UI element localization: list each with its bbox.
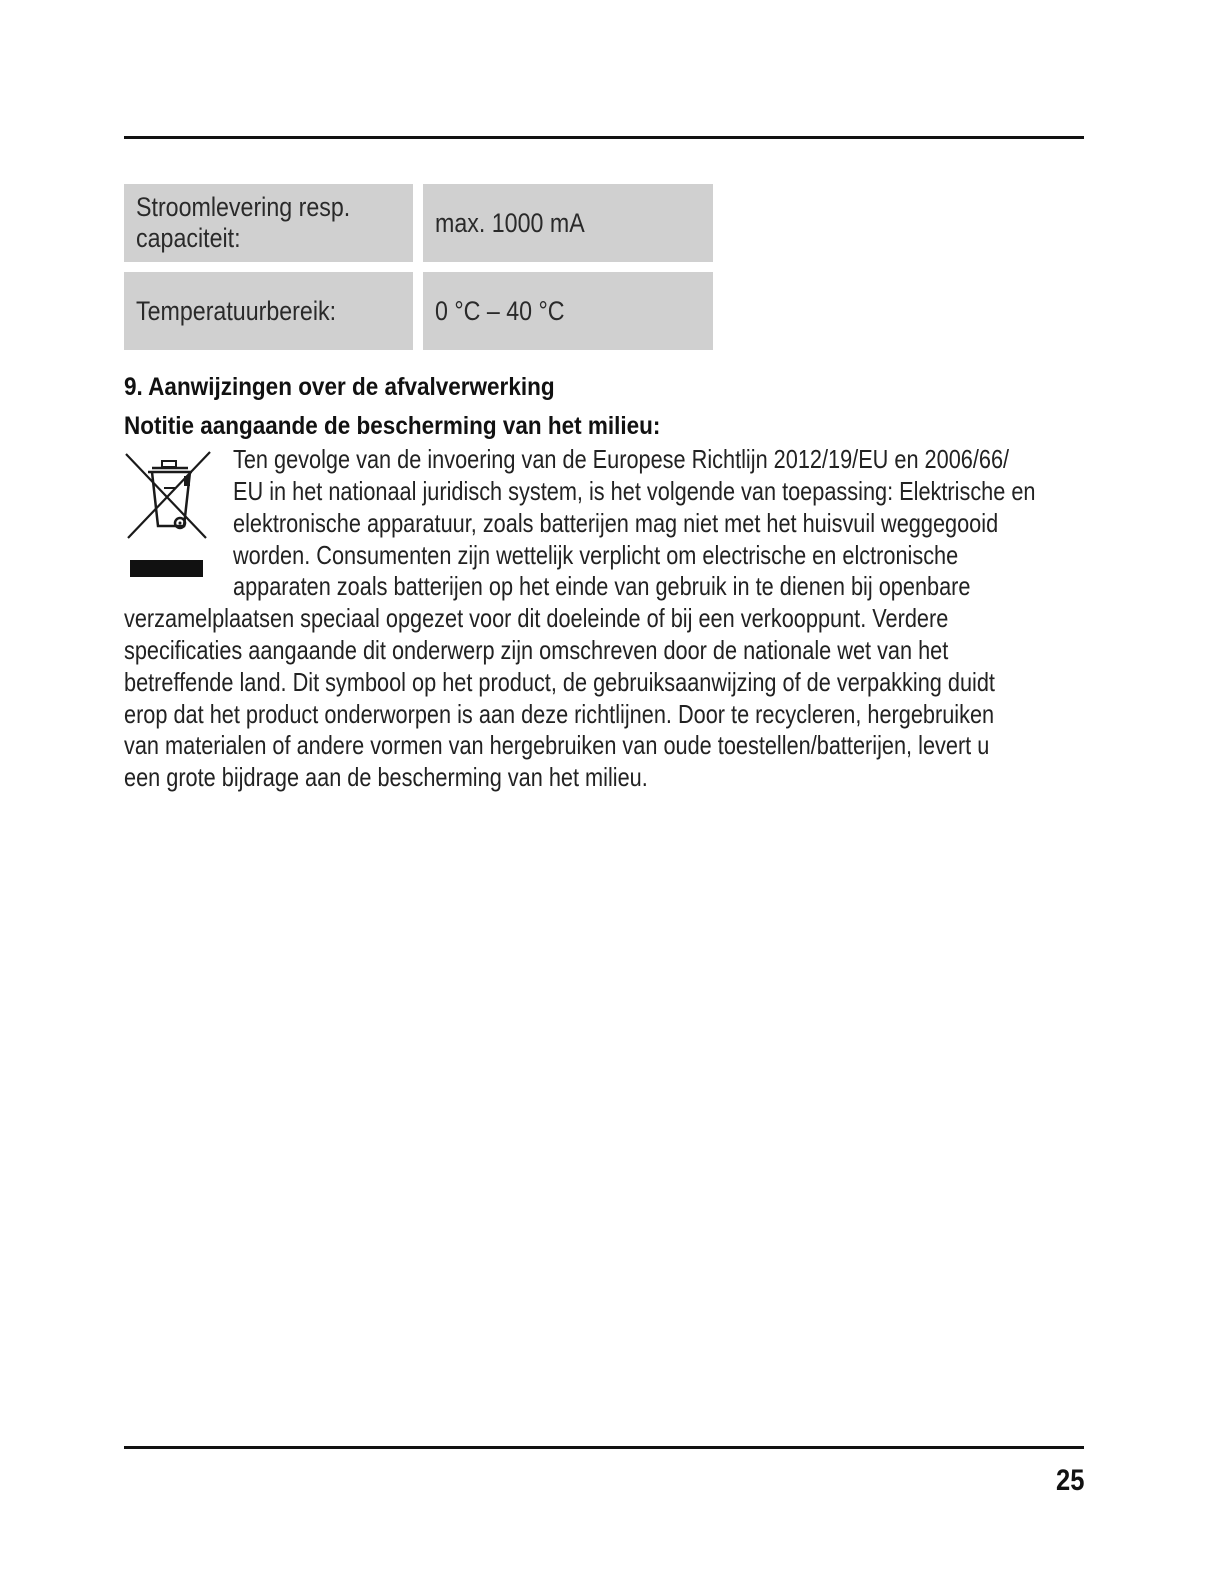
- top-rule: [124, 136, 1084, 139]
- body-line: worden. Consumenten zijn wettelijk verplicht om electrische en elctronische: [233, 540, 959, 570]
- spec-value: [423, 272, 713, 350]
- body-line: Ten gevolge van de invoering van de Europese Richtlijn 2012/19/EU en 2006/66/: [233, 444, 1010, 474]
- spec-label: [124, 184, 413, 262]
- body-line: van materialen of andere vormen van hergebruiken van oude toestellen/batterijen, levert u: [124, 730, 990, 760]
- spec-value-text: max. 1000 mA: [435, 207, 585, 238]
- section-subtitle: Notitie aangaande de bescherming van het milieu:: [124, 412, 661, 440]
- body-line: verzamelplaatsen speciaal opgezet voor dit doeleinde of bij een verkooppunt. Verdere: [124, 603, 949, 633]
- spec-value-text: 0 °C – 40 °C: [435, 295, 565, 326]
- body-line: apparaten zoals batterijen op het einde van gebruik in te dienen bij openbare: [233, 571, 971, 601]
- body-line: betreffende land. Dit symbool op het product, de gebruiksaanwijzing of de verpakking duidt: [124, 667, 995, 697]
- section-title: 9. Aanwijzingen over de afvalverwerking: [124, 373, 555, 401]
- spec-value: [423, 184, 713, 262]
- crossed-out-wheelie-bin-icon: [122, 450, 214, 580]
- spec-row-temperature: [124, 272, 713, 350]
- body-line: erop dat het product onderworpen is aan deze richtlijnen. Door te recycleren, hergebruiken: [124, 699, 995, 729]
- body-line: een grote bijdrage aan de bescherming van het milieu.: [124, 762, 648, 792]
- body-line: elektronische apparatuur, zoals batterijen mag niet met het huisvuil weggegooid: [233, 508, 999, 538]
- spec-table: [124, 184, 713, 360]
- spec-label-text: Stroomlevering resp. capaciteit:: [136, 192, 351, 253]
- page-number: 25: [1055, 1464, 1084, 1497]
- body-line: EU in het nationaal juridisch system, is het volgende van toepassing: Elektrische en: [233, 476, 1036, 506]
- spec-label-text: Temperatuurbereik:: [136, 295, 337, 326]
- bottom-rule: [124, 1446, 1084, 1449]
- spec-label: [124, 272, 413, 350]
- body-line: specificaties aangaande dit onderwerp zijn omschreven door de nationale wet van het: [124, 635, 949, 665]
- spec-row-current: [124, 184, 713, 262]
